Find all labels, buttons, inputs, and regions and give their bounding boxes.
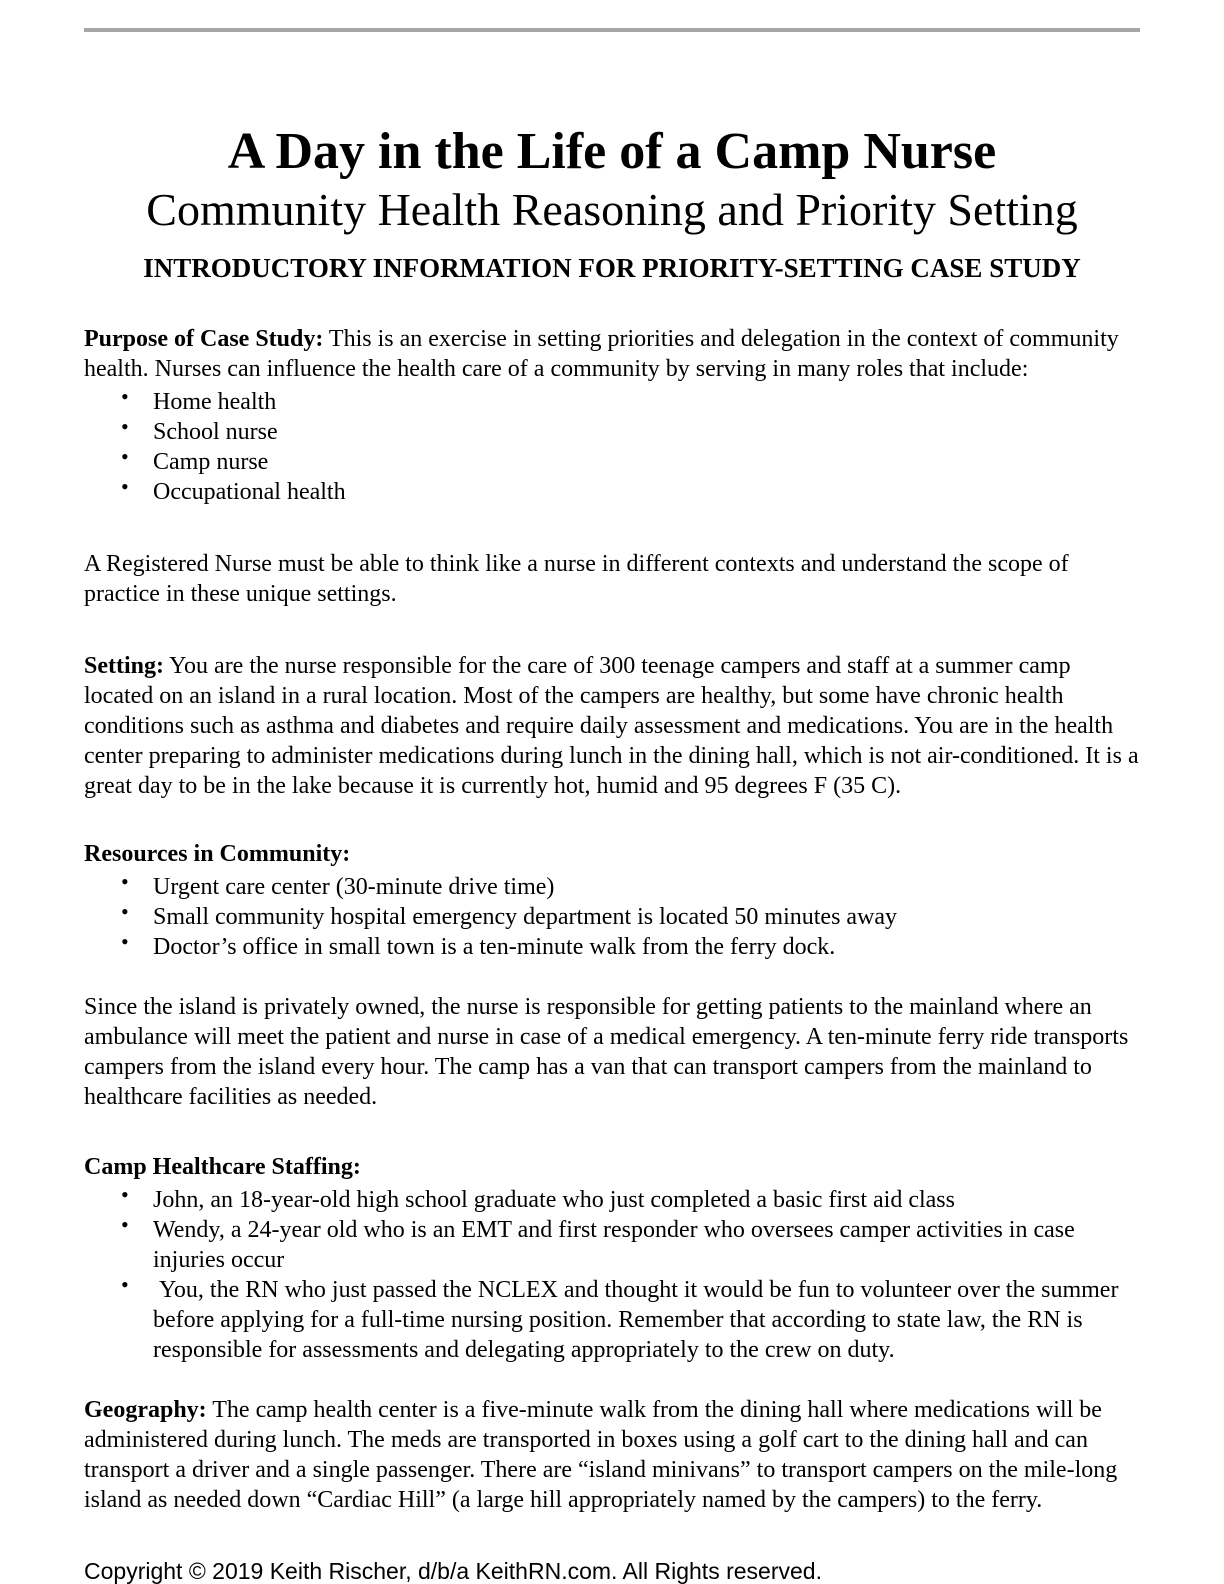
document-header — [84, 122, 1140, 284]
bullet-icon — [120, 872, 153, 902]
list-item — [120, 872, 1140, 902]
purpose-label: Purpose of Case Study: — [84, 325, 324, 352]
bullet-text: Occupational health — [153, 478, 346, 505]
bullet-text: Wendy, a 24-year old who is an EMT and first responder who oversees camper activities in case injuries occur — [153, 1216, 1081, 1273]
bullet-text: Home health — [153, 388, 277, 415]
list-item — [120, 932, 1140, 962]
list-item — [120, 1275, 1140, 1365]
bullet-text: John, an 18-year-old high school graduate who just completed a basic first aid class — [153, 1186, 955, 1213]
page-subtitle: Community Health Reasoning and Priority Setting — [146, 183, 1078, 235]
list-item — [120, 417, 1140, 447]
purpose-text: This is an exercise in setting priorities and delegation in the context of community health. Nurses can influence the health care of a community by serving in many roles that include: — [84, 325, 1119, 382]
header-rule — [84, 28, 1140, 32]
bullet-text: Urgent care center (30-minute drive time) — [153, 873, 555, 900]
setting-text: You are the nurse responsible for the care of 300 teenage campers and staff at a summer camp located on an island in a rural location. Most of the campers are healthy, but some have chronic health conditions such as asthma and diabetes and require daily assessment and medications. You are in the health center preparing to administer medications during lunch in the dining hall, which is not air-conditioned. It is a great day to be in the lake because it is currently hot, humid and 95 degrees F (35 C). — [84, 652, 1139, 799]
bullet-text: Doctor’s office in small town is a ten-minute walk from the ferry dock. — [153, 933, 836, 960]
bullet-text: You, the RN who just passed the NCLEX and thought it would be fun to volunteer over the summer before applying for a full-time nursing position. Remember that according to state law, the RN is responsible for assessments and delegating appropriately to the crew on duty. — [153, 1276, 1125, 1363]
bullet-text: Camp nurse — [153, 448, 269, 475]
staffing-list — [84, 1185, 1140, 1365]
resources-heading: Resources in Community: — [84, 840, 351, 867]
list-item — [120, 447, 1140, 477]
bullet-icon — [120, 932, 153, 962]
copyright-notice: Copyright © 2019 Keith Rischer, d/b/a KeithRN.com. All Rights reserved. — [84, 1557, 822, 1584]
resources-list — [84, 872, 1140, 962]
bullet-text: Small community hospital emergency department is located 50 minutes away — [153, 903, 898, 930]
bullet-icon — [120, 477, 153, 507]
bullet-icon — [120, 902, 153, 932]
section-kicker: INTRODUCTORY INFORMATION FOR PRIORITY-SETTING CASE STUDY — [143, 252, 1081, 283]
island-transport-paragraph: Since the island is privately owned, the nurse is responsible for getting patients to the mainland where an ambulance will meet the patient and nurse in case of a medical emergency. A ten-minute ferry ride transports campers from the island every hour. The camp has a van that can transport campers from the mainland to healthcare facilities as needed. — [84, 993, 1129, 1110]
registered-nurse-paragraph: A Registered Nurse must be able to think like a nurse in different contexts and understand the scope of practice in these unique settings. — [84, 550, 1069, 607]
purpose-paragraph — [84, 324, 1140, 384]
setting-label: Setting: — [84, 652, 164, 679]
list-item — [120, 477, 1140, 507]
list-item — [120, 902, 1140, 932]
geography-text: The camp health center is a five-minute walk from the dining hall where medications will be administered during lunch. The meds are transported in boxes using a golf cart to the dining hall and can transport a driver and a single passenger. There are “island minivans” to transport campers on the mile-long island as needed down “Cardiac Hill” (a large hill appropriately named by the campers) to the ferry. — [84, 1396, 1118, 1513]
bullet-icon — [120, 1185, 153, 1215]
setting-paragraph — [84, 651, 1140, 801]
bullet-icon — [120, 417, 153, 447]
bullet-icon — [120, 1215, 153, 1275]
bullet-icon — [120, 387, 153, 417]
purpose-list — [84, 387, 1140, 507]
geography-paragraph — [84, 1395, 1140, 1515]
list-item — [120, 1215, 1140, 1275]
staffing-heading: Camp Healthcare Staffing: — [84, 1153, 361, 1180]
bullet-text: School nurse — [153, 418, 278, 445]
geography-label: Geography: — [84, 1396, 207, 1423]
list-item — [120, 387, 1140, 417]
list-item — [120, 1185, 1140, 1215]
page-title: A Day in the Life of a Camp Nurse — [227, 123, 997, 180]
bullet-icon — [120, 447, 153, 477]
bullet-icon — [120, 1275, 153, 1365]
